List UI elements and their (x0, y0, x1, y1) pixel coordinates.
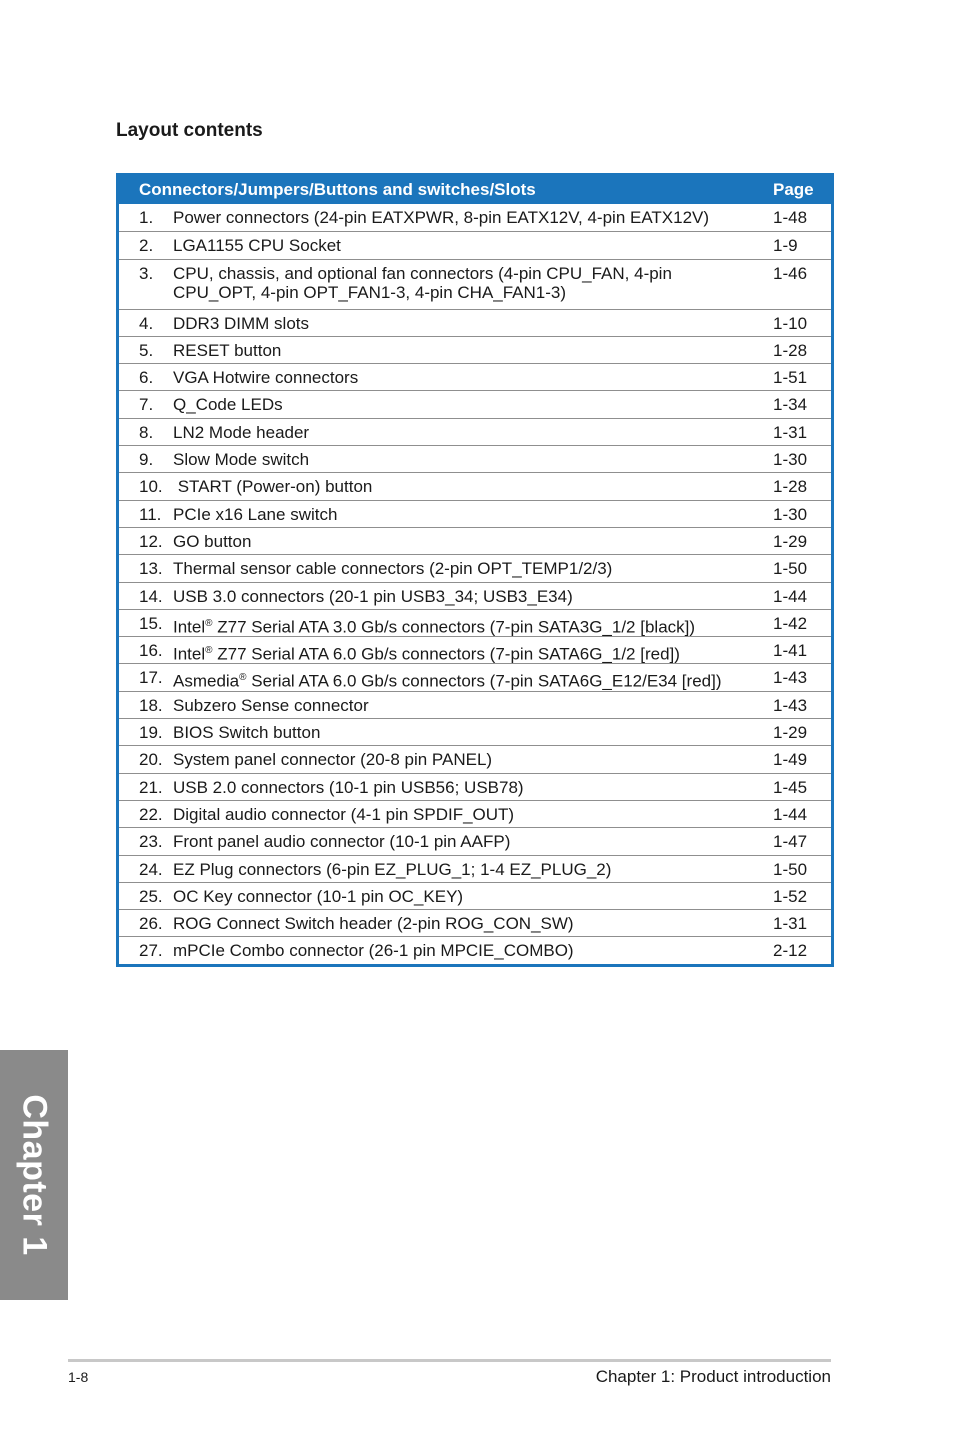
row-description: GO button (173, 531, 252, 551)
table-row (119, 827, 831, 854)
table-row (119, 259, 831, 309)
row-page: 1-46 (773, 263, 808, 283)
table-row (119, 936, 831, 963)
row-description-text: Z77 Serial ATA 3.0 Gb/s connectors (7-pin SATA3G_1/2 [black]) (212, 617, 696, 637)
row-number: 8. (139, 422, 154, 442)
row-description-text: Serial ATA 6.0 Gb/s connectors (7-pin SATA6G_E12/E34 [red]) (246, 672, 722, 692)
row-description-line1: CPU, chassis, and optional fan connectors (4-pin CPU_FAN, 4-pin (173, 263, 672, 283)
table-row (119, 909, 831, 936)
row-description: Front panel audio connector (10-1 pin AAFP) (173, 832, 511, 852)
row-description (173, 641, 773, 664)
row-description (173, 614, 773, 637)
table-row (119, 636, 831, 663)
table-row (119, 336, 831, 363)
row-description (173, 264, 773, 302)
row-description-line2: CPU_OPT, 4-pin OPT_FAN1-3, 4-pin CHA_FAN1-3) (173, 282, 567, 302)
row-number: 25. (139, 886, 163, 906)
row-page: 1-28 (773, 477, 808, 497)
row-number: 20. (139, 750, 163, 770)
header-page-column: Page (773, 180, 814, 199)
footer-page-number: 1-8 (68, 1369, 89, 1385)
table-row (119, 500, 831, 527)
table-row (119, 745, 831, 772)
row-description: DDR3 DIMM slots (173, 313, 310, 333)
table-row (119, 855, 831, 882)
row-number: 15. (139, 613, 163, 633)
row-description: USB 2.0 connectors (10-1 pin USB56; USB78) (173, 777, 524, 797)
table-row (119, 472, 831, 499)
row-page: 1-49 (773, 750, 808, 770)
chapter-tab (0, 1050, 68, 1300)
row-number: 1. (139, 208, 154, 227)
row-page: 1-29 (773, 531, 808, 551)
row-number: 7. (139, 395, 154, 415)
registered-mark: ® (239, 672, 247, 684)
table-row (119, 231, 831, 258)
table-row (119, 204, 831, 231)
row-number: 24. (139, 859, 163, 879)
table-row (119, 390, 831, 417)
row-number: 4. (139, 313, 154, 333)
table-header (119, 176, 831, 204)
row-description: Power connectors (24-pin EATXPWR, 8-pin EATX12V, 4-pin EATX12V) (173, 208, 710, 227)
table-row (119, 691, 831, 718)
brand-name: Intel (173, 617, 206, 637)
row-page: 1-9 (773, 236, 798, 256)
table-row (119, 773, 831, 800)
row-page: 1-44 (773, 586, 808, 606)
row-description: USB 3.0 connectors (20-1 pin USB3_34; USB3_E34) (173, 586, 573, 606)
row-description: Thermal sensor cable connectors (2-pin OPT_TEMP1/2/3) (173, 559, 613, 579)
row-number: 5. (139, 340, 154, 360)
table-row (119, 527, 831, 554)
row-page: 1-41 (773, 641, 808, 661)
row-page: 1-28 (773, 340, 808, 360)
row-number: 13. (139, 559, 163, 579)
row-number: 21. (139, 777, 163, 797)
row-description: OC Key connector (10-1 pin OC_KEY) (173, 886, 464, 906)
row-page: 1-30 (773, 450, 808, 470)
row-page: 1-45 (773, 777, 808, 797)
row-page: 1-43 (773, 695, 808, 715)
row-description (173, 668, 773, 691)
row-page: 1-48 (773, 208, 808, 227)
row-description: Q_Code LEDs (173, 395, 283, 415)
row-page: 1-47 (773, 832, 808, 852)
row-page: 1-43 (773, 668, 808, 688)
row-description: START (Power-on) button (173, 477, 373, 497)
row-description: System panel connector (20-8 pin PANEL) (173, 750, 493, 770)
footer-chapter-title: Chapter 1: Product introduction (595, 1367, 831, 1386)
registered-mark: ® (205, 645, 213, 657)
row-page: 1-34 (773, 395, 808, 415)
table-body (119, 204, 831, 964)
row-number: 2. (139, 236, 154, 256)
table-row (119, 663, 831, 690)
row-description: Subzero Sense connector (173, 695, 369, 715)
row-number: 27. (139, 941, 163, 961)
table-row (119, 582, 831, 609)
row-page: 1-10 (773, 313, 808, 333)
layout-contents-table (116, 173, 834, 967)
row-page: 1-52 (773, 886, 808, 906)
row-description: EZ Plug connectors (6-pin EZ_PLUG_1; 1-4 EZ_PLUG_2) (173, 859, 612, 879)
table-row (119, 554, 831, 581)
row-page: 1-31 (773, 422, 808, 442)
row-number: 23. (139, 832, 163, 852)
row-number: 9. (139, 450, 154, 470)
row-description: LN2 Mode header (173, 422, 310, 442)
section-title: Layout contents (116, 120, 263, 141)
row-page: 1-51 (773, 368, 808, 388)
row-description: Slow Mode switch (173, 450, 310, 470)
row-number: 14. (139, 586, 163, 606)
row-number: 11. (139, 504, 162, 524)
row-number: 22. (139, 804, 163, 824)
registered-mark: ® (205, 617, 213, 629)
row-description: VGA Hotwire connectors (173, 368, 359, 388)
row-page: 2-12 (773, 941, 808, 961)
footer-divider (68, 1359, 831, 1362)
row-description: mPCIe Combo connector (26-1 pin MPCIE_COMBO) (173, 941, 574, 961)
row-description: LGA1155 CPU Socket (173, 236, 341, 256)
row-page: 1-44 (773, 804, 808, 824)
table-row (119, 609, 831, 636)
brand-name: Intel (173, 644, 206, 664)
row-page: 1-29 (773, 723, 808, 743)
row-page: 1-50 (773, 559, 808, 579)
row-number: 18. (139, 695, 163, 715)
chapter-tab-label: Chapter 1 (15, 1094, 54, 1256)
row-description-text: Z77 Serial ATA 6.0 Gb/s connectors (7-pin SATA6G_1/2 [red]) (212, 644, 680, 664)
table-row (119, 363, 831, 390)
table-row (119, 800, 831, 827)
brand-name: Asmedia (173, 672, 240, 692)
table-row (119, 445, 831, 472)
row-page: 1-50 (773, 859, 808, 879)
table-row (119, 309, 831, 336)
row-number: 26. (139, 914, 163, 934)
row-description: PCIe x16 Lane switch (173, 504, 338, 524)
row-page: 1-42 (773, 613, 808, 633)
row-number: 12. (139, 531, 163, 551)
row-description: Digital audio connector (4-1 pin SPDIF_OUT) (173, 804, 515, 824)
table-row (119, 718, 831, 745)
row-number: 3. (139, 263, 154, 283)
row-number: 16. (139, 641, 163, 661)
row-number: 19. (139, 723, 163, 743)
table-row (119, 882, 831, 909)
row-number: 10. (139, 477, 163, 497)
table-row (119, 418, 831, 445)
row-number: 6. (139, 368, 154, 388)
row-description: BIOS Switch button (173, 723, 321, 743)
row-number: 17. (139, 668, 163, 688)
row-page: 1-31 (773, 914, 808, 934)
row-page: 1-30 (773, 504, 808, 524)
header-item-column: Connectors/Jumpers/Buttons and switches/Slots (139, 180, 536, 199)
row-description: ROG Connect Switch header (2-pin ROG_CON_SW) (173, 914, 574, 934)
row-description: RESET button (173, 340, 282, 360)
